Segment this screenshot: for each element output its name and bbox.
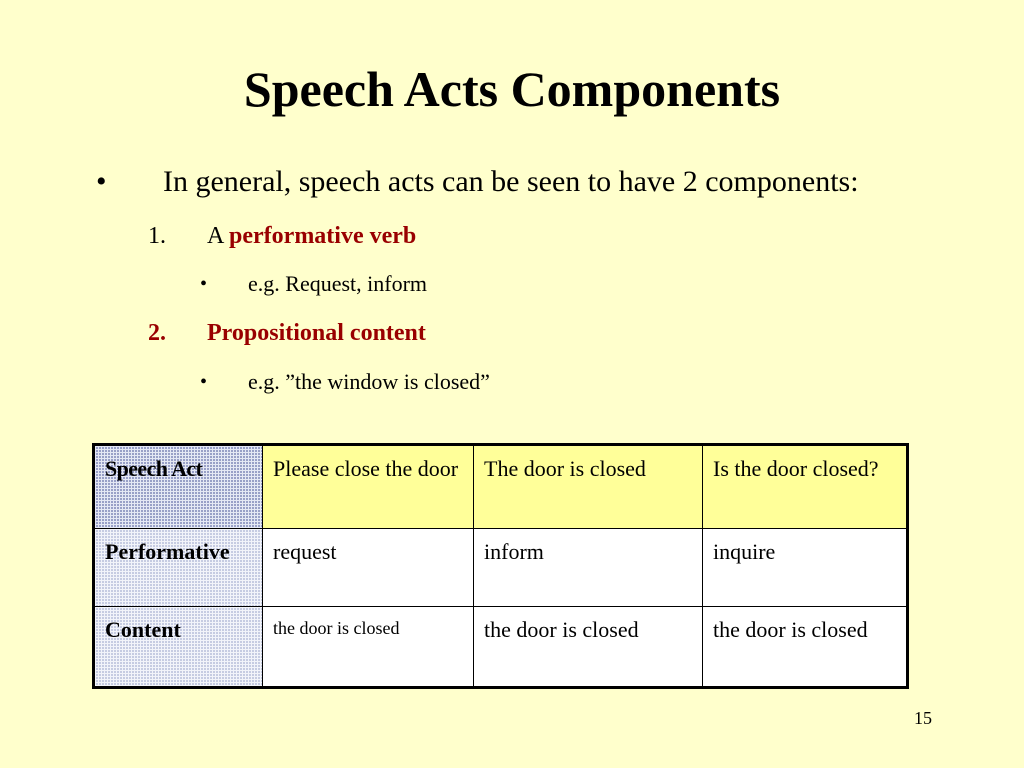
row-header-performative: Performative bbox=[94, 529, 263, 607]
list-number-1: 1. bbox=[148, 223, 166, 249]
table-cell: inquire bbox=[703, 529, 908, 607]
main-point-text: In general, speech acts can be seen to have 2 components: bbox=[163, 165, 859, 198]
row-header-speech-act: Speech Act bbox=[94, 445, 263, 529]
list-number-2: 2. bbox=[148, 320, 166, 346]
list-item-2 bbox=[207, 319, 426, 347]
table-row-speech-act bbox=[94, 445, 908, 529]
example-text-2: e.g. ”the window is closed” bbox=[248, 369, 490, 394]
table-row-performative bbox=[94, 529, 908, 607]
table-cell: the door is closed bbox=[474, 607, 703, 688]
speech-act-table bbox=[92, 443, 909, 689]
list-item-2-emphasis: Propositional content bbox=[207, 320, 426, 346]
table-cell: request bbox=[263, 529, 474, 607]
list-item-1-prefix: A bbox=[207, 223, 230, 249]
table-cell: inform bbox=[474, 529, 703, 607]
page-number: 15 bbox=[914, 708, 932, 728]
table-cell: the door is closed bbox=[263, 607, 474, 688]
table-cell: The door is closed bbox=[474, 445, 703, 529]
list-item-1 bbox=[207, 222, 416, 250]
table-row-content bbox=[94, 607, 908, 688]
bullet-dot: • bbox=[96, 165, 107, 198]
list-item-1-emphasis: performative verb bbox=[229, 223, 417, 249]
example-text-1: e.g. Request, inform bbox=[248, 271, 428, 296]
table-cell: the door is closed bbox=[703, 607, 908, 688]
slide-title: Speech Acts Components bbox=[243, 61, 781, 117]
row-header-content: Content bbox=[94, 607, 263, 688]
sub-bullet-dot-2: • bbox=[200, 371, 208, 393]
table-cell: Is the door closed? bbox=[703, 445, 908, 529]
sub-bullet-dot-1: • bbox=[200, 273, 208, 295]
table-cell: Please close the door bbox=[263, 445, 474, 529]
